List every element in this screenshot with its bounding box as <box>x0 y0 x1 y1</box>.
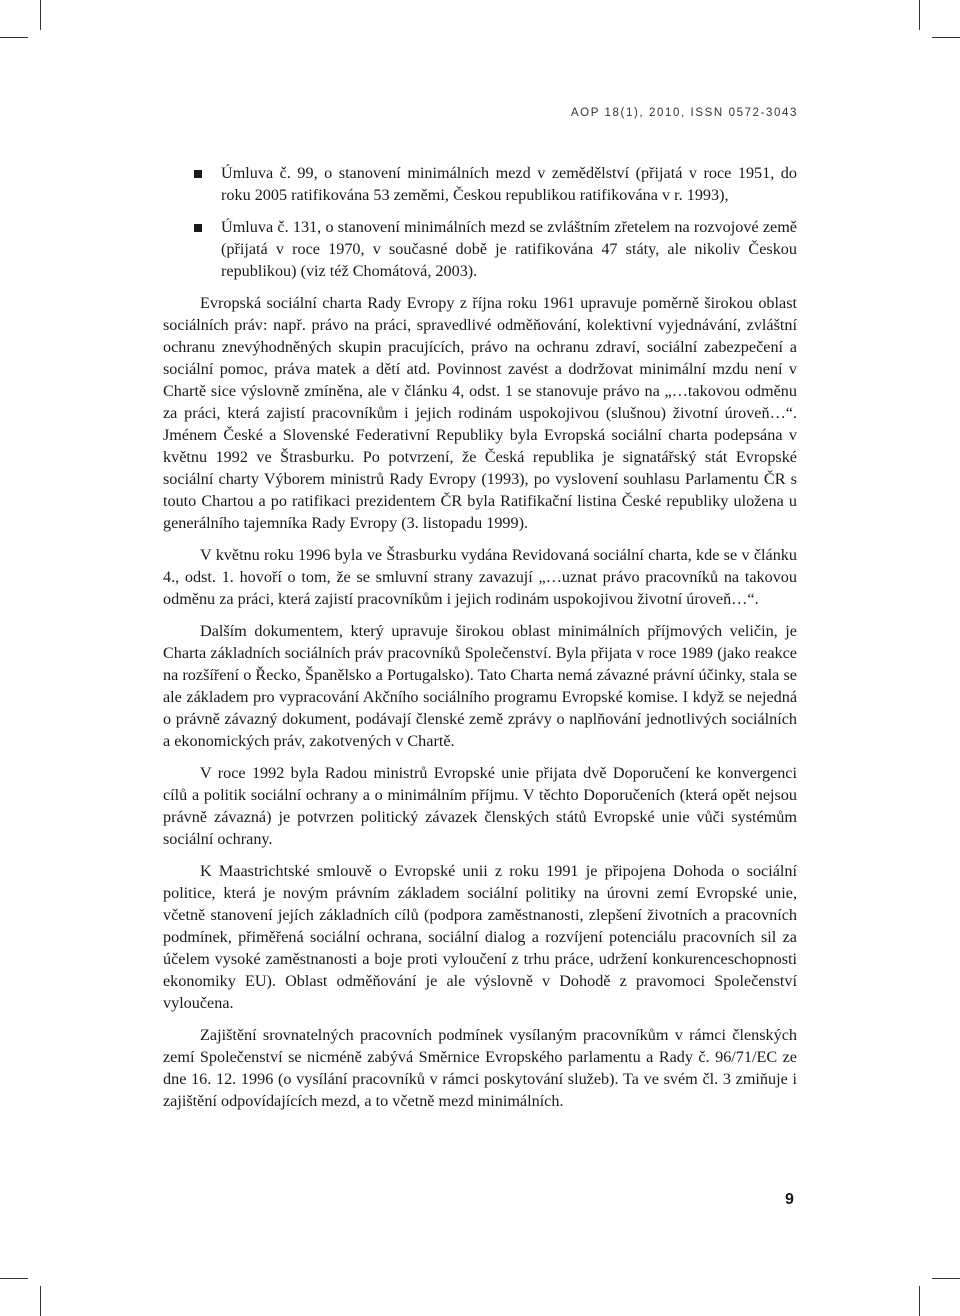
crop-mark <box>40 0 41 30</box>
bullet-list <box>163 162 797 282</box>
paragraph: Zajištění srovnatelných pracovních podmínek vysílaným pracovníkům v rámci členských zemí Společenství se nicméně zabývá Směrnice Evropského parlamentu a Rady č. 96/71/EC ze dne 16. 12. 1996 (o vysílání pracovníků v rámci poskytování služeb). Ta ve svém čl. 3 zmiňuje i zajištění odpovídajících mezd, a to včetně mezd minimálních. <box>163 1026 797 1110</box>
crop-mark <box>919 1286 920 1316</box>
paragraph: K Maastrichtské smlouvě o Evropské unii z roku 1991 je připojena Dohoda o sociální politice, která je novým právním základem sociální politiky na úrovni zemí Evropské unie, včetně stanovení jejích základních cílů (podpora zaměstnanosti, zlepšení životních a pracovních podmínek, přiměřená sociální ochrana, sociální dialog a rozvíjení potenciálu pracovních sil za účelem vysoké zaměstnanosti a boje proti vyloučení z trhu práce, udržení konkurenceschopnosti ekonomiky EU). Oblast odměňování je ale výslovně v Dohodě z pravomoci Společenství vyloučena. <box>163 862 797 1012</box>
list-item-text: Úmluva č. 99, o stanovení minimálních mezd v zemědělství (přijatá v roce 1951, do roku 2005 ratifikována 53 zeměmi, Českou republikou ratifikována v r. 1993), <box>221 164 797 204</box>
crop-mark <box>932 37 960 38</box>
running-header: AOP 18(1), 2010, ISSN 0572-3043 <box>570 107 798 119</box>
list-item <box>163 162 797 206</box>
crop-mark <box>40 1286 41 1316</box>
crop-mark <box>932 1278 960 1279</box>
crop-mark <box>0 37 28 38</box>
page-number: 9 <box>785 1191 794 1208</box>
square-bullet-icon <box>194 170 202 178</box>
list-item <box>163 216 797 282</box>
square-bullet-icon <box>194 224 202 232</box>
paragraph: Dalším dokumentem, který upravuje širokou oblast minimálních příjmových veličin, je Charta základních sociálních práv pracovníků Společenství. Byla přijata v roce 1989 (jako reakce na rozšíření o Řecko, Španělsko a Portugalsko). Tato Charta nemá závazné právní účinky, stala se ale základem pro vypracování Akčního sociálního programu Evropské komise. I když se nejedná o právně závazný dokument, podávají členské země zprávy o naplňování jednotlivých sociálních a ekonomických práv, zakotvených v Chartě. <box>163 622 797 750</box>
list-item-text: Úmluva č. 131, o stanovení minimálních mezd se zvláštním zřetelem na rozvojové země (přijatá v roce 1970, v současné době je ratifikována 47 státy, ale nikoliv Českou republikou) (viz též Chomátová, 2003). <box>221 218 797 280</box>
paragraph: V květnu roku 1996 byla ve Štrasburku vydána Revidovaná sociální charta, kde se v článku 4., odst. 1. hovoří o tom, že se smluvní strany zavazují „…uznat právo pracovníků na takovou odměnu za práci, která zajistí pracovníkům i jejich rodinám uspokojivou životní úroveň…“. <box>163 546 797 608</box>
paragraph: V roce 1992 byla Radou ministrů Evropské unie přijata dvě Doporučení ke konvergenci cílů a politik sociální ochrany a o minimálním příjmu. V těchto Doporučeních (která opět nejsou právně závazná) je potvrzen politický závazek členských států Evropské unie vůči systémům sociální ochrany. <box>163 764 797 848</box>
page-body <box>163 162 797 1122</box>
paragraph: Evropská sociální charta Rady Evropy z října roku 1961 upravuje poměrně širokou oblast sociálních práv: např. právo na práci, spravedlivé odměňování, kolektivní vyjednávání, zvláštní ochranu znevýhodněných skupin pracujících, právo na ochranu zdraví, sociální zabezpečení a sociální pomoc, práva matek a dětí atd. Povinnost zavést a dodržovat minimální mzdu není v Chartě sice výslovně zmíněna, ale v článku 4, odst. 1 se stanovuje právo na „…takovou odměnu za práci, která zajistí pracovníkům i jejich rodinám uspokojivou (slušnou) životní úroveň…“. Jménem České a Slovenské Federativní Republiky byla Evropská sociální charta podepsána v květnu 1992 ve Štrasburku. Po potvrzení, že Česká republika je signatářský stát Evropské sociální charty Výborem ministrů Rady Evropy (1993), po vyslovení souhlasu Parlamentu ČR s touto Chartou a po ratifikaci prezidentem ČR byla Ratifikační listina České republiky uložena u generálního tajemníka Rady Evropy (3. listopadu 1999). <box>163 294 797 532</box>
crop-mark <box>0 1278 28 1279</box>
crop-mark <box>919 0 920 30</box>
